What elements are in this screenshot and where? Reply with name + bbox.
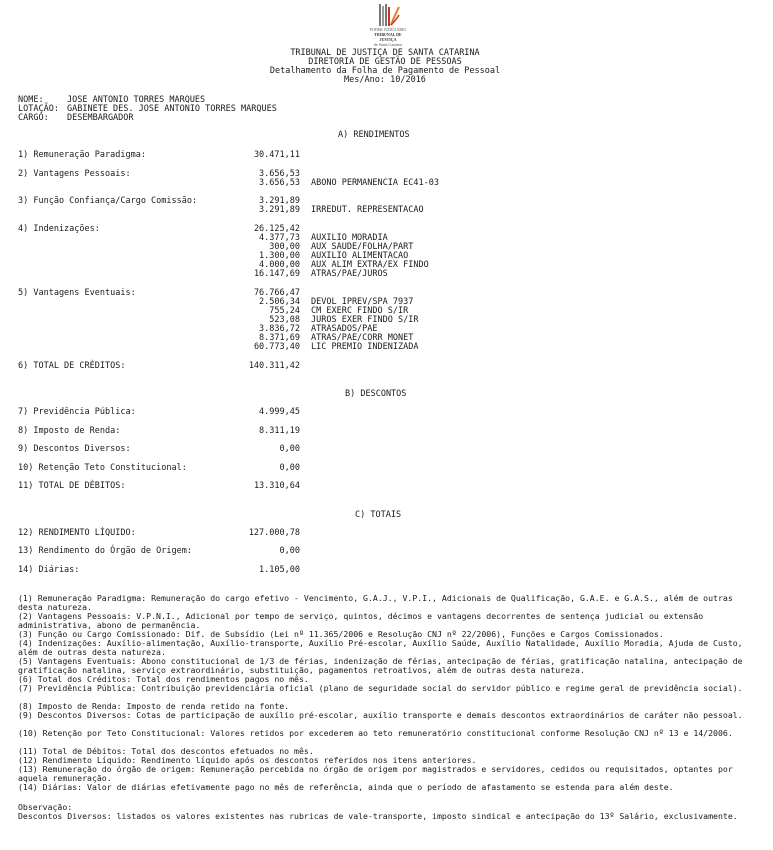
item-2-label: 2) Vantagens Pessoais: — [18, 169, 131, 179]
cargo-value: DESEMBARGADOR — [67, 113, 134, 123]
item-4-detail-desc: AUXILIO ALIMENTACAO — [311, 251, 409, 261]
item-1-value: 30.471,11 — [253, 150, 300, 160]
item-7-label: 7) Previdência Pública: — [18, 407, 136, 417]
tjsc-logo — [366, 3, 410, 45]
item-5-detail-value: 523,08 — [269, 315, 300, 325]
item-3-detail-desc: IRREDUT. REPRESENTACAO — [311, 205, 424, 215]
item-10-label: 10) Retenção Teto Constitucional: — [18, 463, 187, 473]
item-4-detail-desc: AUX SAUDE/FOLHA/PART — [311, 242, 414, 252]
note-11: (11) Total de Débitos: Total dos descontos efetuados no mês. — [18, 746, 314, 756]
item-5-detail-value: 60.773,40 — [253, 342, 300, 352]
note-6: (6) Total dos Créditos: Total dos rendimentos pagos no mês. — [18, 674, 309, 684]
section-descontos: B) DESCONTOS — [345, 389, 407, 399]
item-2-detail-desc: ABONO PERMANENCIA EC41-03 — [311, 178, 439, 188]
item-5-detail-desc: JUROS EXER FINDO S/IR — [311, 315, 419, 325]
item-4-label: 4) Indenizações: — [18, 224, 100, 234]
item-5-detail-desc: LIC PREMIO INDENIZADA — [311, 342, 419, 352]
item-5-detail-value: 2.506,34 — [259, 297, 300, 307]
note-14: (14) Diárias: Valor de diárias efetivamente pago no mês de referência, ainda que o período de afastamento se estenda para além deste. — [18, 782, 674, 792]
lotacao-value: GABINETE DES. JOSE ANTONIO TORRES MARQUES — [67, 104, 277, 114]
item-2-detail-value: 3.656,53 — [259, 178, 300, 188]
header-directorate: DIRETORIA DE GESTÃO DE PESSOAS — [308, 57, 462, 67]
item-8-value: 8.311,19 — [259, 426, 300, 436]
total-debitos-value: 13.310,64 — [253, 481, 300, 491]
note-7: (7) Previdência Pública: Contribuição previdenciária oficial (plano de seguridade social do servidor público e regime geral de previdência social). — [18, 683, 743, 693]
item-4-value: 26.125,42 — [253, 224, 300, 234]
tjsc-emblem-icon — [376, 3, 400, 27]
item-4-detail-value: 1.300,00 — [259, 251, 300, 261]
item-4-detail-value: 4.377,73 — [259, 233, 300, 243]
note-10: (10) Retenção por Teto Constitucional: Valores retidos por excederem ao teto remuneratório constitucional conforme Resolução CNJ nº 13 e 14/2006. — [18, 728, 733, 738]
note-2: (2) Vantagens Pessoais: V.P.N.I., Adicional por tempo de serviço, quintos, décimos e vantagens decorrentes de sentença judicial ou extensão administrativa, abono de permanência. — [18, 611, 704, 630]
nome-label: NOME: — [18, 95, 44, 105]
item-4-detail-desc: ATRAS/PAE/JUROS — [311, 269, 388, 279]
item-3-detail-value: 3.291,89 — [259, 205, 300, 215]
section-totais: C) TOTAIS — [355, 510, 402, 520]
lotacao-label: LOTAÇÃO: — [18, 104, 59, 114]
header-period: Mes/Ano: 10/2016 — [344, 75, 426, 85]
item-4-detail-value: 300,00 — [269, 242, 300, 252]
note-8: (8) Imposto de Renda: Imposto de renda retido na fonte. — [18, 701, 290, 711]
item-4-detail-value: 4.000,00 — [259, 260, 300, 270]
item-5-detail-value: 8.371,69 — [259, 333, 300, 343]
item-10-value: 0,00 — [279, 463, 300, 473]
item-5-detail-desc: CM EXERC FINDO S/IR — [311, 306, 409, 316]
note-9: (9) Descontos Diversos: Cotas de participação de auxílio pré-escolar, auxílio transporte e demais descontos extraordinários de caráter não pessoal. — [18, 710, 743, 720]
note-3: (3) Função ou Cargo Comissionado: Dif. de Subsídio (Lei nº 11.365/2006 e Resolução CNJ nº 22/2006), Funções e Cargos Comissionados. — [18, 629, 664, 639]
item-8-label: 8) Imposto de Renda: — [18, 426, 121, 436]
logo-line-3: de Santa Catarina — [373, 42, 403, 47]
item-12-value: 127.000,78 — [248, 528, 300, 538]
item-14-label: 14) Diárias: — [18, 565, 80, 575]
note-12: (12) Rendimento Líquido: Rendimento líquido após os descontos referidos nos itens anteriores. — [18, 755, 477, 765]
item-5-detail-value: 3.836,72 — [259, 324, 300, 334]
item-7-value: 4.999,45 — [259, 407, 300, 417]
total-creditos-value: 140.311,42 — [248, 361, 300, 371]
logo-line-2: TRIBUNAL DE JUSTIÇA — [374, 32, 402, 42]
item-5-value: 76.766,47 — [253, 288, 300, 298]
note-1: (1) Remuneração Paradigma: Remuneração do cargo efetivo - Vencimento, G.A.J., V.P.I., Adicionais de Qualificação, G.A.E. e G.A.S., além de outras desta natureza. — [18, 593, 733, 612]
note-5: (5) Vantagens Eventuais: Abono constitucional de 1/3 de férias, indenização de férias, antecipação de férias, gratificação natalina, antecipação de gratificação natalina, serviço extraordinário, substituição, pagamentos retroativos, além de outras desta natureza. — [18, 656, 743, 675]
item-9-label: 9) Descontos Diversos: — [18, 444, 131, 454]
section-rendimentos: A) RENDIMENTOS — [338, 130, 410, 140]
note-4: (4) Indenizações: Auxílio-alimentação, Auxílio-transporte, Auxílio Pré-escolar, Auxílio Saúde, Auxílio Natalidade, Auxílio Moradia, Ajuda de Custo, além de outras desta natureza. — [18, 638, 743, 657]
item-5-label: 5) Vantagens Eventuais: — [18, 288, 136, 298]
item-2-value: 3.656,53 — [259, 169, 300, 179]
item-5-detail-value: 755,24 — [269, 306, 300, 316]
nome-value: JOSE ANTONIO TORRES MARQUES — [67, 95, 206, 105]
total-creditos-label: 6) TOTAL DE CRÉDITOS: — [18, 361, 126, 371]
item-5-detail-desc: ATRAS/PAE/CORR MONET — [311, 333, 414, 343]
item-9-value: 0,00 — [279, 444, 300, 454]
header-report-title: Detalhamento da Folha de Pagamento de Pessoal — [269, 66, 501, 76]
item-4-detail-desc: AUXILIO MORADIA — [311, 233, 388, 243]
item-13-value: 0,00 — [279, 546, 300, 556]
item-3-value: 3.291,89 — [259, 196, 300, 206]
item-4-detail-value: 16.147,69 — [253, 269, 300, 279]
item-3-label: 3) Função Confiança/Cargo Comissão: — [18, 196, 198, 206]
observacao-text: Descontos Diversos: listados os valores existentes nas rubricas de vale-transporte, imposto sindical e antecipação do 13º Salário, exclusivamente. — [18, 811, 738, 821]
item-5-detail-desc: ATRASADOS/PAE — [311, 324, 378, 334]
item-12-label: 12) RENDIMENTO LÍQUIDO: — [18, 528, 136, 538]
total-debitos-label: 11) TOTAL DE DÉBITOS: — [18, 481, 126, 491]
cargo-label: CARGO: — [18, 113, 49, 123]
item-14-value: 1.105,00 — [259, 565, 300, 575]
item-4-detail-desc: AUX ALIM EXTRA/EX FINDO — [311, 260, 429, 270]
item-1-label: 1) Remuneração Paradigma: — [18, 150, 146, 160]
note-13: (13) Remuneração do órgão de origem: Remuneração percebida no órgão de origem por magistrados e servidores, cedidos ou requisitados, optantes por aquela remuneração. — [18, 764, 733, 783]
item-5-detail-desc: DEVOL IPREV/SPA 7937 — [311, 297, 414, 307]
item-13-label: 13) Rendimento do Órgão de Origem: — [18, 546, 192, 556]
header-court: TRIBUNAL DE JUSTIÇA DE SANTA CATARINA — [290, 48, 480, 58]
logo-line-1: PODER JUDICIÁRIO — [369, 27, 407, 32]
observacao-title: Observação: — [18, 802, 73, 812]
